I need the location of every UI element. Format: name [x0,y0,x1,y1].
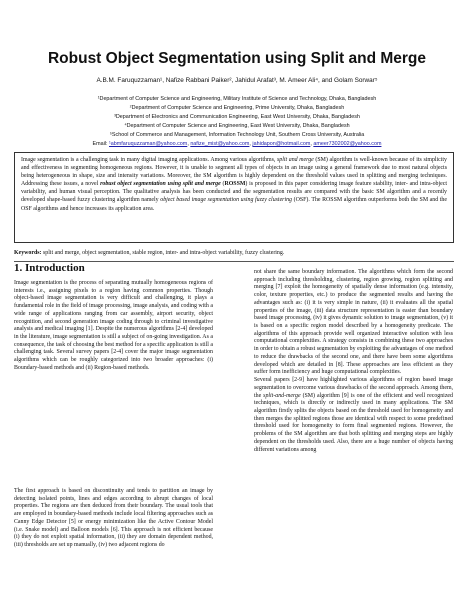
keywords-text: split and merge, object segmentation, stable region, inter- and intra-object variability, fuzzy clustering. [41,250,285,256]
paragraph-part: (SM) algorithm [9] is one of the efficient and well recognized techniques, which is directly or indirectly used in many applications. The SM algorithm firstly splits the objects based on the threshold used for homogeneity and then merges the splitted regions those are identical with respect to some predefined threshold used for homogeneity to form final segmented regions. However, the problems of the SM algorithm are that both splitting and merging steps are highly dependent on the thresholds used. Also, there are a huge number of objects having different variations among [254,392,453,453]
email-link-2[interactable]: nafize_mist@yahoo.com [190,141,250,147]
abstract-part: ( [220,181,225,188]
abstract-part: Image segmentation is a challenging task in many digital imaging applications. Among various algorithms, [21,157,277,163]
right-column [254,269,453,454]
abstract-italic: split and merge [276,157,314,163]
affiliation-1: ¹Department of Computer Science and Engineering, Military Institute of Science and Technology, Dhaka, Bangladesh [97,96,377,102]
paragraph-text: Image segmentation is the process of separating mutually homogeneous regions of interests i.e., assigning pixels to a region having common properties. Though object-based image segmentation is very difficult and challenging, it plays a fundamental role in the field of image processing, image analysis, and coding with a wide range of applications ranging from car assembly, airport security, object recognition, and second generation image coding through to criminal investigative analysis and medical imaging [1]. Despite the numerous algorithms [2-4] developed in the literature, image segmentation is still a subject of on-going investigation. As a consequence, the task of choosing the best method for a specific application is still a challenging task. Several survey papers [2-4] cover the major image segmentation algorithms which can be roughly categorized into two broader approaches: (i) Boundary-based methods and (ii) Region-based methods. [14,280,213,371]
section-heading: 1. Introduction [14,262,85,274]
keywords-label: Keywords: [14,250,42,256]
email-separator: , [249,141,253,147]
author-list: A.B.M. Faruquzzaman¹, Nafize Rabbani Paiker², Jahidul Arafat³, M. Ameer Ali⁴, and Golam Sorwar⁵ [96,77,378,84]
paragraph-part: Several papers [2-9] have highlighted various algorithms of region based image segmentation to overcome various drawbacks of the second approach. Among them, the [254,377,453,399]
intro-paragraph-2 [14,488,213,550]
affiliation-2: ²Department of Computer Science and Engineering, Prime University, Dhaka, Bangladesh [129,105,345,111]
abstract-text [21,156,447,213]
email-link-3[interactable]: jahidapon@hotmail.com [252,141,311,147]
paragraph-text: The first approach is based on discontinuity and tends to partition an image by detecting isolated points, lines and edges according to abrupt changes of local properties. The regions are then deduced from their boundary. The usual tools that are employed in boundary-based methods include local filtering approaches such as Canny Edge Detector [5] or energy minimization like the Active Contour Model (i.e. Snake model) and Balloon models [6]. This approach is not efficient because (i) they do not exploit spatial information, (ii) they are domain dependent method, (iii) thresholds are set up manually, (iv) two adjacent regions do [14,488,213,549]
affiliation-5: ⁵School of Commerce and Management, Information Technology Unit, Southern Cross University, Australia [109,132,365,138]
abstract-part: ) is proposed in this paper considering image feature stability, inter- and intra-object variability, and human visual perception. The qualitative analysis has been conducted and the segmentation results are compared with the basic SM algorithm and a recently developed shape-based fuzzy clustering algorithm namely [21,181,447,204]
right-paragraph-2 [254,377,453,454]
paragraph-italic: split-and-merge [263,392,301,399]
email-separator: , [310,141,314,147]
email-line [30,140,444,149]
abstract-method-name: robust object segmentation using split and merge [100,181,221,188]
affiliation-3: ³Department of Electronics and Communication Engineering, East West University, Dhaka, Bangladesh [114,114,360,120]
email-link-4[interactable]: ameer7302002@yahoo.com [313,141,382,147]
email-link-1[interactable]: ¹abmfaruquzzaman@yahoo.com [109,141,188,147]
email-separator: , [187,141,191,147]
keywords [14,249,454,257]
abstract-box [14,152,454,243]
paper-title: Robust Object Segmentation using Split and Merge [47,50,427,67]
email-label: Email: [92,141,108,147]
affiliations [30,95,444,149]
abstract-acronym: ROSSM [224,181,246,188]
intro-paragraph-1 [14,280,213,373]
right-paragraph-1: not share the same boundary information. The algorithms which form the second approach including thresholding, clustering, region growing, region splitting and merging [7] exploit the homogeneity of spatially dense information (e.g. intensity, color, texture properties, etc.) to produce the segmented results and having the advantages such as: (i) it is very simple in nature, (ii) it evaluates all the spatial properties of the image, (iii) data structure representation is easier than boundary based image processing, (iv) it gives dynamic solution to image segmentation, (v) it is based on a specific region model described by a homogeneity predicate. The algorithms of this approach provide well organized interactive solution with less computational complexities. A strategy consists in combining these two approaches in order to obtain a robust segmentation by exploiting the advantages of one method to reduce the drawbacks of the second one, and there have been some algorithms developed which are detailed in [8]. These approaches are less efficient as they suffer form inefficiency and huge computational complexities. [254,269,453,376]
abstract-part: (SM) algorithm is well-known because of its simplicity and effectiveness in segmenting homogeneous regions. However, it is unable to segment all types of objects in an image using a general framework due to most natural objects being heterogeneous in shape, size and intensity variations. Moreover, the SM algorithm is highly dependent on the threshold values used in splitting and merging techniques. Addressing these issues, a novel [21,157,448,188]
abstract-italic: object based image segmentation using fuzzy clustering [160,197,293,204]
abstract-part: (OSF). The ROSSM algorithm outperforms both the SM and the OSF algorithms and hence increases its application area. [21,197,447,212]
affiliation-4: ⁴Department of Computer Science and Engineering, East West University, Dhaka, Bangladesh [124,123,350,129]
